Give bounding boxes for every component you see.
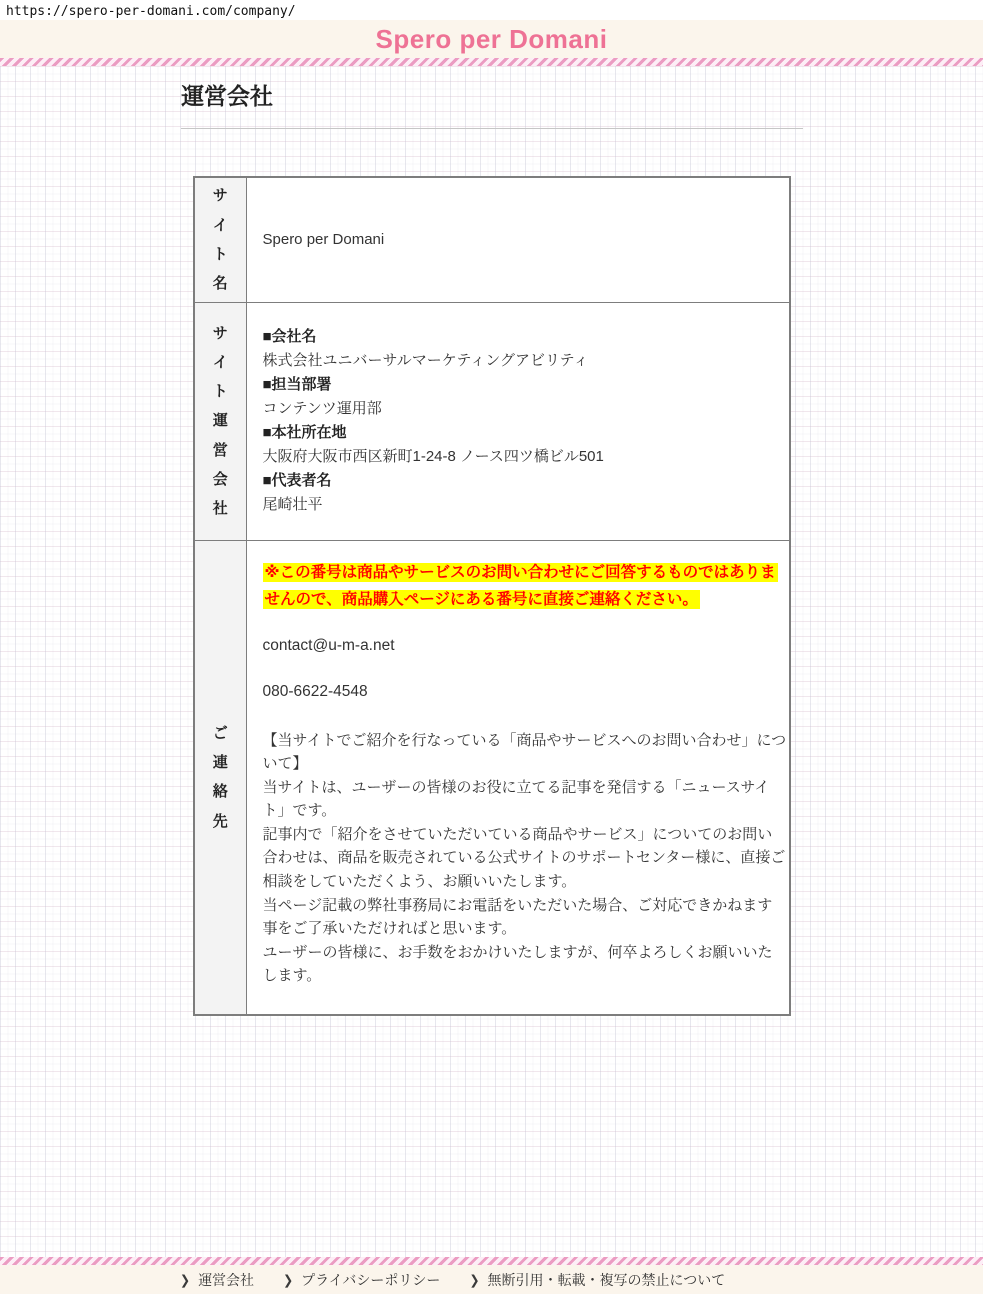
footer-link-company[interactable] (180, 1270, 254, 1290)
address-label: ■本社所在地 (262, 424, 347, 441)
department-value: コンテンツ運用部 (262, 400, 382, 417)
contact-paragraph: ユーザーの皆様に、お手数をおかけいたしますが、何卒よろしくお願いいたします。 (262, 943, 773, 985)
footer-link-no-reproduction-label: 無断引用・転載・複写の禁止について (487, 1271, 726, 1288)
footer-nav (180, 1270, 725, 1290)
footer-link-no-reproduction[interactable] (469, 1270, 725, 1290)
site-title[interactable]: Spero per Domani (375, 23, 608, 54)
chevron-right-icon: ❯ (283, 1271, 294, 1288)
table-row-contact (194, 540, 790, 1015)
row-header-operating-company (194, 302, 246, 540)
footer-link-privacy-policy[interactable] (283, 1270, 440, 1290)
footer-link-privacy-policy-label: プライバシーポリシー (301, 1271, 441, 1288)
main-content (0, 66, 983, 1257)
contact-paragraphs (263, 729, 787, 988)
warning-note: ※この番号は商品やサービスのお問い合わせにご回答するものではありませんので、商品購入ページにある番号に直接ご連絡ください。 (264, 563, 776, 608)
chevron-right-icon: ❯ (180, 1271, 191, 1288)
company-info-table (193, 176, 791, 1016)
company-name-label: ■会社名 (262, 328, 317, 345)
row-header-operating-company-label: サイト運営会社 (212, 324, 228, 518)
chevron-right-icon: ❯ (469, 1271, 480, 1288)
table-row-operating-company (194, 302, 790, 540)
row-header-contact-label: ご連絡先 (212, 724, 228, 830)
url-bar (0, 0, 983, 20)
row-header-contact (194, 540, 246, 1015)
contact-paragraph: 当ページ記載の弊社事務局にお電話をいただいた場合、ご対応できかねます事をご了承いただければと思います。 (262, 896, 773, 938)
representative-label: ■代表者名 (262, 472, 332, 489)
stripe-divider-top (0, 58, 983, 66)
contact-paragraph: 記事内で「紹介をさせていただいている商品やサービス」についてのお問い合わせは、商品を販売されている公式サイトのサポートセンター様に、直接ご相談をしていただくよう、お願いいたします。 (262, 825, 786, 891)
operating-company-details (246, 302, 790, 540)
page-heading: 運営会社 (181, 78, 803, 129)
site-header (0, 20, 983, 58)
department-label: ■担当部署 (262, 376, 332, 393)
contact-paragraph: 当サイトは、ユーザーの皆様のお役に立てる記事を発信する「ニュースサイト」です。 (262, 778, 770, 820)
contact-email: contact@u-m-a.net (262, 636, 395, 654)
footer-link-company-label: 運営会社 (198, 1271, 255, 1288)
table-row-site-name (194, 177, 790, 302)
url-text: https://spero-per-domani.com/company/ (6, 4, 296, 19)
site-footer (0, 1265, 983, 1294)
address-value: 大阪府大阪市西区新町1-24-8 ノース四ツ橋ビル501 (262, 448, 604, 465)
site-name-value: Spero per Domani (246, 177, 790, 302)
contact-details (246, 540, 790, 1015)
warning-wrap (263, 559, 787, 613)
row-header-site-name (194, 177, 246, 302)
contact-paragraph: 【当サイトでご紹介を行なっている「商品やサービスへのお問い合わせ」について】 (262, 731, 787, 773)
stripe-divider-bottom (0, 1257, 983, 1265)
contact-phone: 080-6622-4548 (262, 682, 368, 700)
row-header-site-name-label: サイト名 (212, 187, 228, 292)
company-name-value: 株式会社ユニバーサルマーケティングアビリティ (262, 352, 589, 369)
representative-value: 尾崎壮平 (262, 496, 323, 513)
